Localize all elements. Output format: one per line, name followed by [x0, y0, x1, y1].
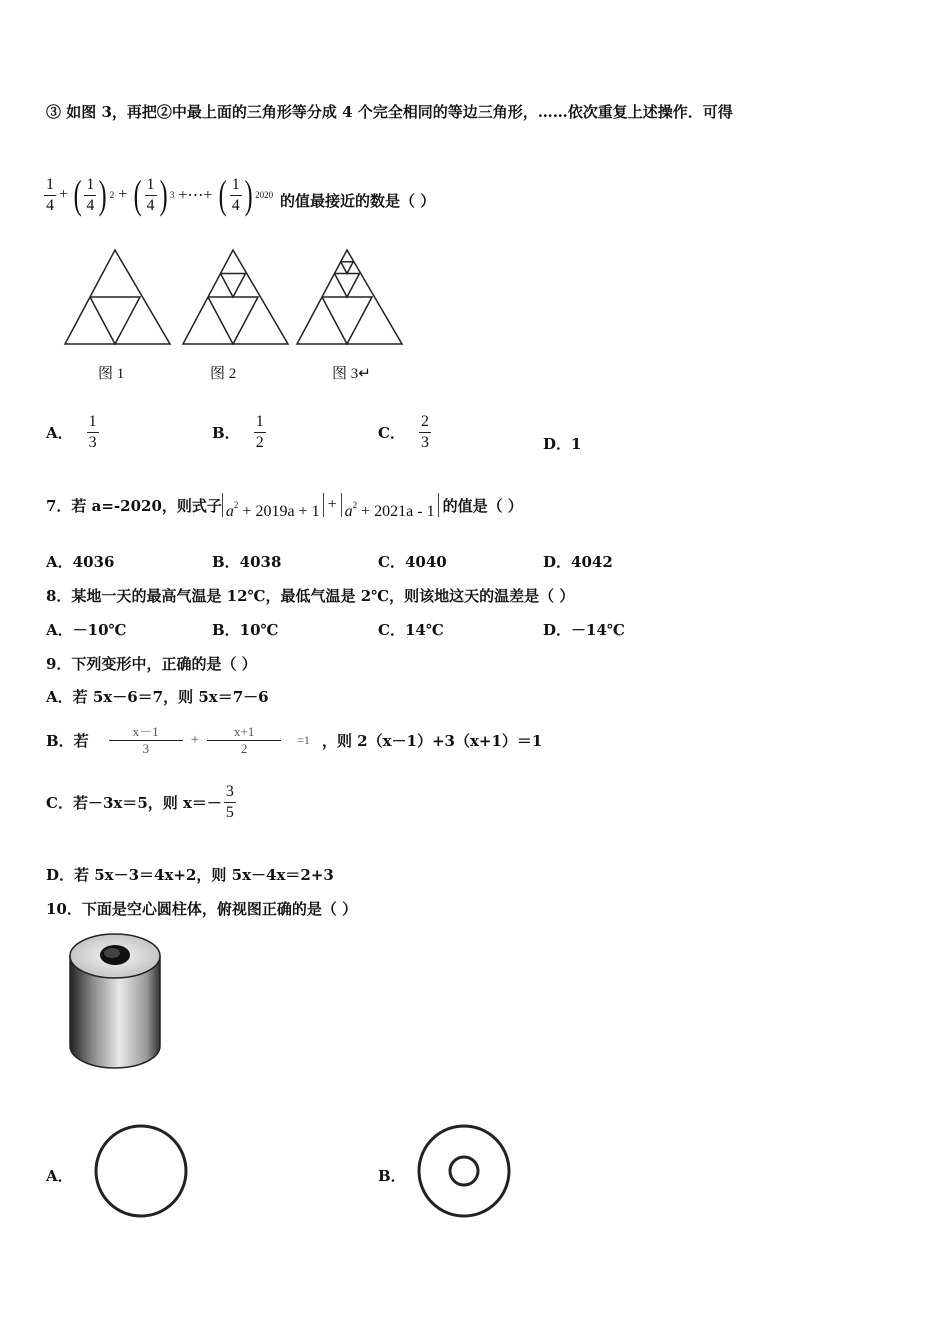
- figure-2-triangle: [183, 250, 288, 344]
- intro-text: ③ 如图 3，再把②中最上面的三角形等分成 4 个完全相同的等边三角形，……依次重复上述操作．可得: [46, 103, 733, 121]
- q10-option-a-circle[interactable]: [92, 1122, 190, 1220]
- left-paren: (: [73, 172, 82, 217]
- plus-sign: +: [118, 186, 128, 203]
- q8-option-a[interactable]: A．－10℃: [46, 621, 127, 639]
- q7-prefix: 7．若 a=-2020，则式子: [46, 496, 222, 515]
- q7-option-a[interactable]: A．4036: [46, 553, 115, 571]
- hollow-cylinder-figure: [62, 928, 172, 1076]
- q6-option-b[interactable]: B． $\frac{1}{2}$: [212, 413, 264, 451]
- figure-3-triangle: [297, 250, 402, 344]
- q10-option-b-concentric-circles[interactable]: [415, 1122, 513, 1220]
- fraction-1-4: $\frac{1}{4}$: [146, 176, 155, 214]
- q7-option-d[interactable]: D．4042: [543, 553, 613, 571]
- figure-1-triangle: [65, 250, 170, 344]
- fig3-caption: 图 3↵: [332, 366, 371, 382]
- question-10: 10．下面是空心圆柱体，俯视图正确的是（ ）: [46, 900, 358, 918]
- q7-option-b[interactable]: B．4038: [212, 553, 282, 571]
- fraction-1-4: $\frac{1}{4}$: [231, 176, 240, 214]
- q10-option-a[interactable]: A．: [46, 1167, 73, 1185]
- ellipsis-plus: +⋯+: [178, 187, 213, 204]
- question-9: 9．下列变形中，正确的是（ ）: [46, 655, 257, 673]
- right-paren: ): [244, 172, 253, 217]
- right-paren: ): [99, 172, 108, 217]
- question-8: 8．某地一天的最高气温是 12℃，最低气温是 2℃，则该地这天的温差是（ ）: [46, 587, 575, 605]
- q10-option-b[interactable]: B．: [378, 1167, 406, 1185]
- series-expression: [44, 160, 273, 230]
- q6-option-a[interactable]: A． $\frac{1}{3}$: [46, 413, 97, 451]
- exponent-2: 2: [109, 190, 115, 200]
- q7-option-c[interactable]: C．4040: [378, 553, 447, 571]
- left-paren: (: [133, 172, 142, 217]
- q9-fraction-2: $\frac{x+1}{2}$: [209, 724, 279, 756]
- q8-option-c[interactable]: C．14℃: [378, 621, 444, 639]
- q9-option-a[interactable]: A．若 5x－6＝7，则 5x＝7－6: [46, 688, 269, 706]
- fig2-caption: 图 2: [210, 366, 237, 382]
- q7-abs-expr-2: $a^2 + 2021a - 1$: [341, 493, 439, 517]
- series-question: 的值最接近的数是（ ）: [280, 192, 436, 210]
- q8-option-d[interactable]: D．－14℃: [543, 621, 625, 639]
- q7-suffix: 的值是（ ）: [442, 496, 523, 515]
- right-paren: ): [159, 172, 168, 217]
- triangle-figures: [60, 248, 405, 348]
- q6-option-d[interactable]: D．1: [543, 435, 582, 453]
- question-7: 7．若 a=-2020，则式子 $a^2 + 2019a + 1$ + $a^2 + 2021a - 1$ 的值是（ ）: [46, 490, 523, 520]
- fraction-1-4: $\frac{1}{4}$: [46, 176, 54, 214]
- q6-option-c[interactable]: C． $\frac{2}{3}$: [378, 413, 429, 451]
- fraction-1-4: $\frac{1}{4}$: [86, 176, 95, 214]
- q7-abs-expr-1: $a^2 + 2019a + 1$: [222, 493, 324, 517]
- left-paren: (: [219, 172, 228, 217]
- plus-sign: +: [59, 186, 69, 203]
- q9-option-c[interactable]: C．若－3x＝5，则 x＝－ $\frac{3}{5}$: [46, 783, 234, 821]
- q9-option-b[interactable]: B．若 $\frac{x-1}{3}$ + $\frac{x+1}{2}$ =1 ，则 2（x－1）+3（x+1）＝1: [46, 723, 543, 756]
- exponent-3: 3: [169, 190, 175, 200]
- q9-fraction-1: $\frac{x-1}{3}$: [111, 724, 181, 756]
- q9-option-d[interactable]: D．若 5x－3＝4x+2，则 5x－4x＝2+3: [46, 866, 334, 884]
- fig1-caption: 图 1: [98, 366, 125, 382]
- exponent-2020: 2020: [255, 190, 274, 200]
- q8-option-b[interactable]: B．10℃: [212, 621, 279, 639]
